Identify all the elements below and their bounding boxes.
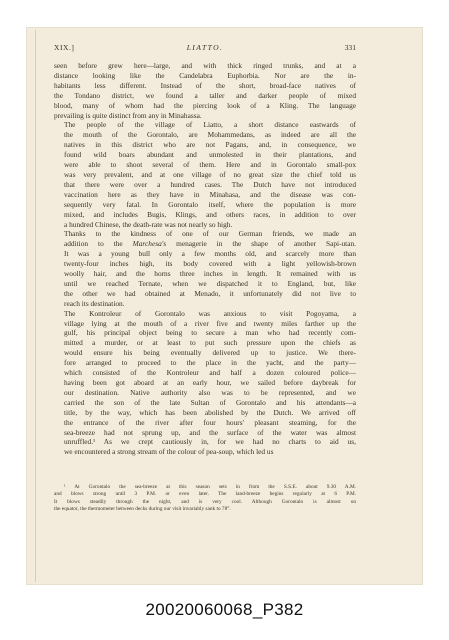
text-line: that there were over a hundred cases. The Dutch have not introduced: [64, 179, 356, 189]
text-line: found wild boars abundant and unmolested in their plantations, and: [64, 150, 356, 160]
text-line: The people of the village of Liatto, a short distance eastwards of: [64, 120, 356, 130]
text-line: title, by the way, which has been abolished by the Dutch. We arrived off: [64, 407, 356, 417]
paragraph: [54, 61, 356, 120]
chapter-number: XIX.]: [54, 43, 75, 52]
footnote-line: and blows strong until 3 P.M. or even later. The land-breeze begins regularly at 6 P.M.: [54, 491, 356, 498]
paragraph: [54, 309, 356, 458]
text-line: would ensure his being eventually delivered up to justice. We there-: [64, 348, 356, 358]
text-line: mixed, and includes Bugis, Klings, and others races, in addition to over: [64, 209, 356, 219]
text-line: was very prevalent, and at one village of no great size the chief told us: [64, 169, 356, 179]
page-gutter-line: [35, 30, 36, 582]
footnote-line: the equator, the thermometer between decks during our visit invariably sank to 78°.: [54, 506, 231, 513]
text-line: twenty-four inches high, its body covered with a light yellowish-brown: [64, 259, 356, 269]
text-line: habitants less different. Instead of the short, broad-face natives of: [54, 80, 356, 90]
text-line: distance looking like the Candelabra Euphorbia. Nor are the in-: [54, 70, 356, 80]
text-line: the entrance of the river after four hours' pleasant steaming, for the: [64, 417, 356, 427]
footnote-line: ¹ At Gorontalo the sea-breeze at this season sets in from the S.S.E. about 9.30 A.M.: [64, 484, 356, 490]
text-line: It was a young bull only a few months old, and scarcely more than: [64, 249, 356, 259]
text-line: gulf, his principal object being to secure a man who had recently com-: [64, 328, 356, 338]
text-line: fore arranged to proceed to the place in the yacht, and the party—: [64, 358, 356, 368]
running-header: [54, 43, 356, 57]
body-text: [54, 61, 356, 457]
paragraph: [54, 229, 356, 308]
text-line: until we reached Ternate, when we dispatched it to England, but, like: [64, 278, 356, 288]
text-line: addition to the Marchesa's menagerie in the shape of another Sapi-utan.: [64, 239, 356, 249]
text-line: prevailing is quite distinct from any in Minahassa.: [54, 110, 202, 120]
text-line: mitted a murder, or at least to put such pressure upon the chiefs as: [64, 338, 356, 348]
footnote-line: It blows steadily through the night, and is very cool. Although Gorontalo is almost on: [54, 498, 356, 505]
text-line: blood, many of whom had the piercing look of a Kling. The language: [54, 100, 356, 110]
text-line: sea-breeze had not sprung up, and the surface of the water was almost: [64, 427, 356, 437]
text-line: we encountered a strong stream of the colour of pea-soup, which led us: [64, 447, 274, 457]
text-line: Thanks to the kindness of one of our German friends, we made an: [64, 229, 356, 239]
text-line: carried the son of the late Sultan of Gorontalo and his attendants—a: [64, 397, 356, 407]
text-line: The Kontroleur of Gorontalo was anxious to visit Pogoyama, a: [64, 308, 356, 318]
text-line: the other we had obtained at Menado, it unfortunately did not live to: [64, 288, 356, 298]
text-line: sequently very fatal. In Gorontalo itself, where the population is more: [64, 199, 356, 209]
text-line: having been got aboard at an early hour, we sailed before daybreak for: [64, 378, 356, 387]
text-line: our destination. Native authority also was to be represented, and we: [64, 387, 356, 397]
text-line: a hundred Chinese, the death-rate was not nearly so high.: [64, 219, 233, 229]
paragraph: [54, 120, 356, 229]
text-line: were able to shoot several of them. Here and in Gorontalo small-pox: [64, 160, 356, 170]
running-title: LIATTO.: [186, 43, 224, 52]
text-line: natives in this district who are not Pagans, and, in consequence, we: [64, 140, 356, 150]
catalog-label: 20020060068_P382: [145, 600, 304, 619]
text-line: which consisted of the Kontroleur and half a dozen coloured police—: [64, 368, 356, 378]
text-line: seen before grew here—large, and with thick ringed trunks, and at a: [54, 61, 356, 70]
text-line: vaccination here as they have in Minahasa, and the disease was con-: [64, 189, 356, 199]
text-line: the Tondano district, we found a taller and darker people of mixed: [54, 90, 356, 100]
footnote: [54, 484, 356, 514]
text-line: village lying at the mouth of a river five and twenty miles farther up the: [64, 318, 356, 328]
text-line: the mouth of the Gorontalo, are Mohammedans, as indeed are all the: [64, 130, 356, 140]
text-line: woolly hair, and the horns three inches in length. It remained with us: [64, 269, 356, 279]
text-line: unruffled.¹ As we crept cautiously in, for we had no charts to aid us,: [64, 437, 356, 447]
page-number: 331: [344, 43, 356, 52]
text-line: reach its destination.: [64, 298, 125, 308]
